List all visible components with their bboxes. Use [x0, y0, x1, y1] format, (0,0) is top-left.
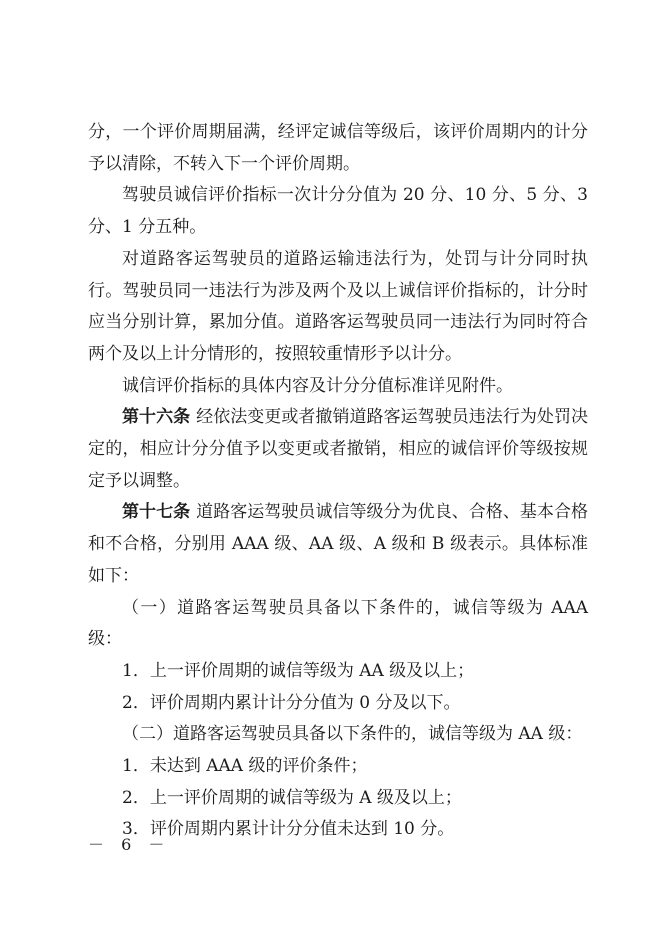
list-heading: [88, 719, 588, 751]
paragraph: [88, 244, 588, 371]
paragraph: [88, 180, 588, 243]
paragraph-text: 道路客运驾驶员诚信等级分为优良、合格、基本合格和不合格，分别用 AAA 级、AA 级、A 级和 B 级表示。具体标准如下：: [88, 502, 589, 586]
list-item: [88, 783, 588, 815]
paragraph-text: 对道路客运驾驶员的道路运输违法行为，处罚与计分同时执行。驾驶员同一违法行为涉及两个及以上诚信评价指标的，计分时应当分别计算，累加分值。道路客运驾驶员同一违法行为同时符合两个及以上计分情形的，按照较重情形予以计分。: [88, 248, 588, 364]
paragraph-text: 驾驶员诚信评价指标一次计分分值为 20 分、10 分、5 分、3 分、1 分五种。: [88, 185, 588, 238]
paragraph-text: 1．未达到 AAA 级的评价条件；: [122, 756, 368, 777]
list-item: [88, 751, 588, 783]
paragraph-text: 诚信评价指标的具体内容及计分分值标准详见附件。: [122, 375, 513, 396]
list-item: [88, 688, 588, 720]
article-heading: 第十七条: [122, 502, 191, 523]
paragraph-text: 2．上一评价周期的诚信等级为 A 级及以上；: [122, 787, 462, 808]
list-heading: [88, 593, 588, 656]
paragraph-text: 分，一个评价周期届满，经评定诚信等级后，该评价周期内的计分予以清除，不转入下一个评价周期。: [88, 122, 588, 174]
document-body: [88, 117, 588, 846]
paragraph-text: 1．上一评价周期的诚信等级为 AA 级及以上；: [122, 660, 475, 681]
paragraph: [88, 371, 588, 403]
article-heading: 第十六条: [122, 407, 191, 428]
paragraph-text: 2．评价周期内累计计分分值为 0 分及以下。: [122, 692, 461, 713]
article-paragraph: [88, 497, 588, 592]
paragraph: [88, 117, 588, 180]
page-number: － 6 －: [88, 835, 171, 854]
article-paragraph: [88, 402, 588, 497]
paragraph-text: （二）道路客运驾驶员具备以下条件的，诚信等级为 AA 级：: [122, 724, 583, 745]
list-item: [88, 656, 588, 688]
paragraph-text: 3．评价周期内累计计分分值未达到 10 分。: [122, 819, 455, 840]
paragraph-text: （一）道路客运驾驶员具备以下条件的，诚信等级为 AAA 级：: [88, 597, 588, 650]
paragraph-text: 经依法变更或者撤销道路客运驾驶员违法行为处罚决定的，相应计分分值予以变更或者撤销，相应的诚信评价等级按规定予以调整。: [88, 407, 589, 491]
